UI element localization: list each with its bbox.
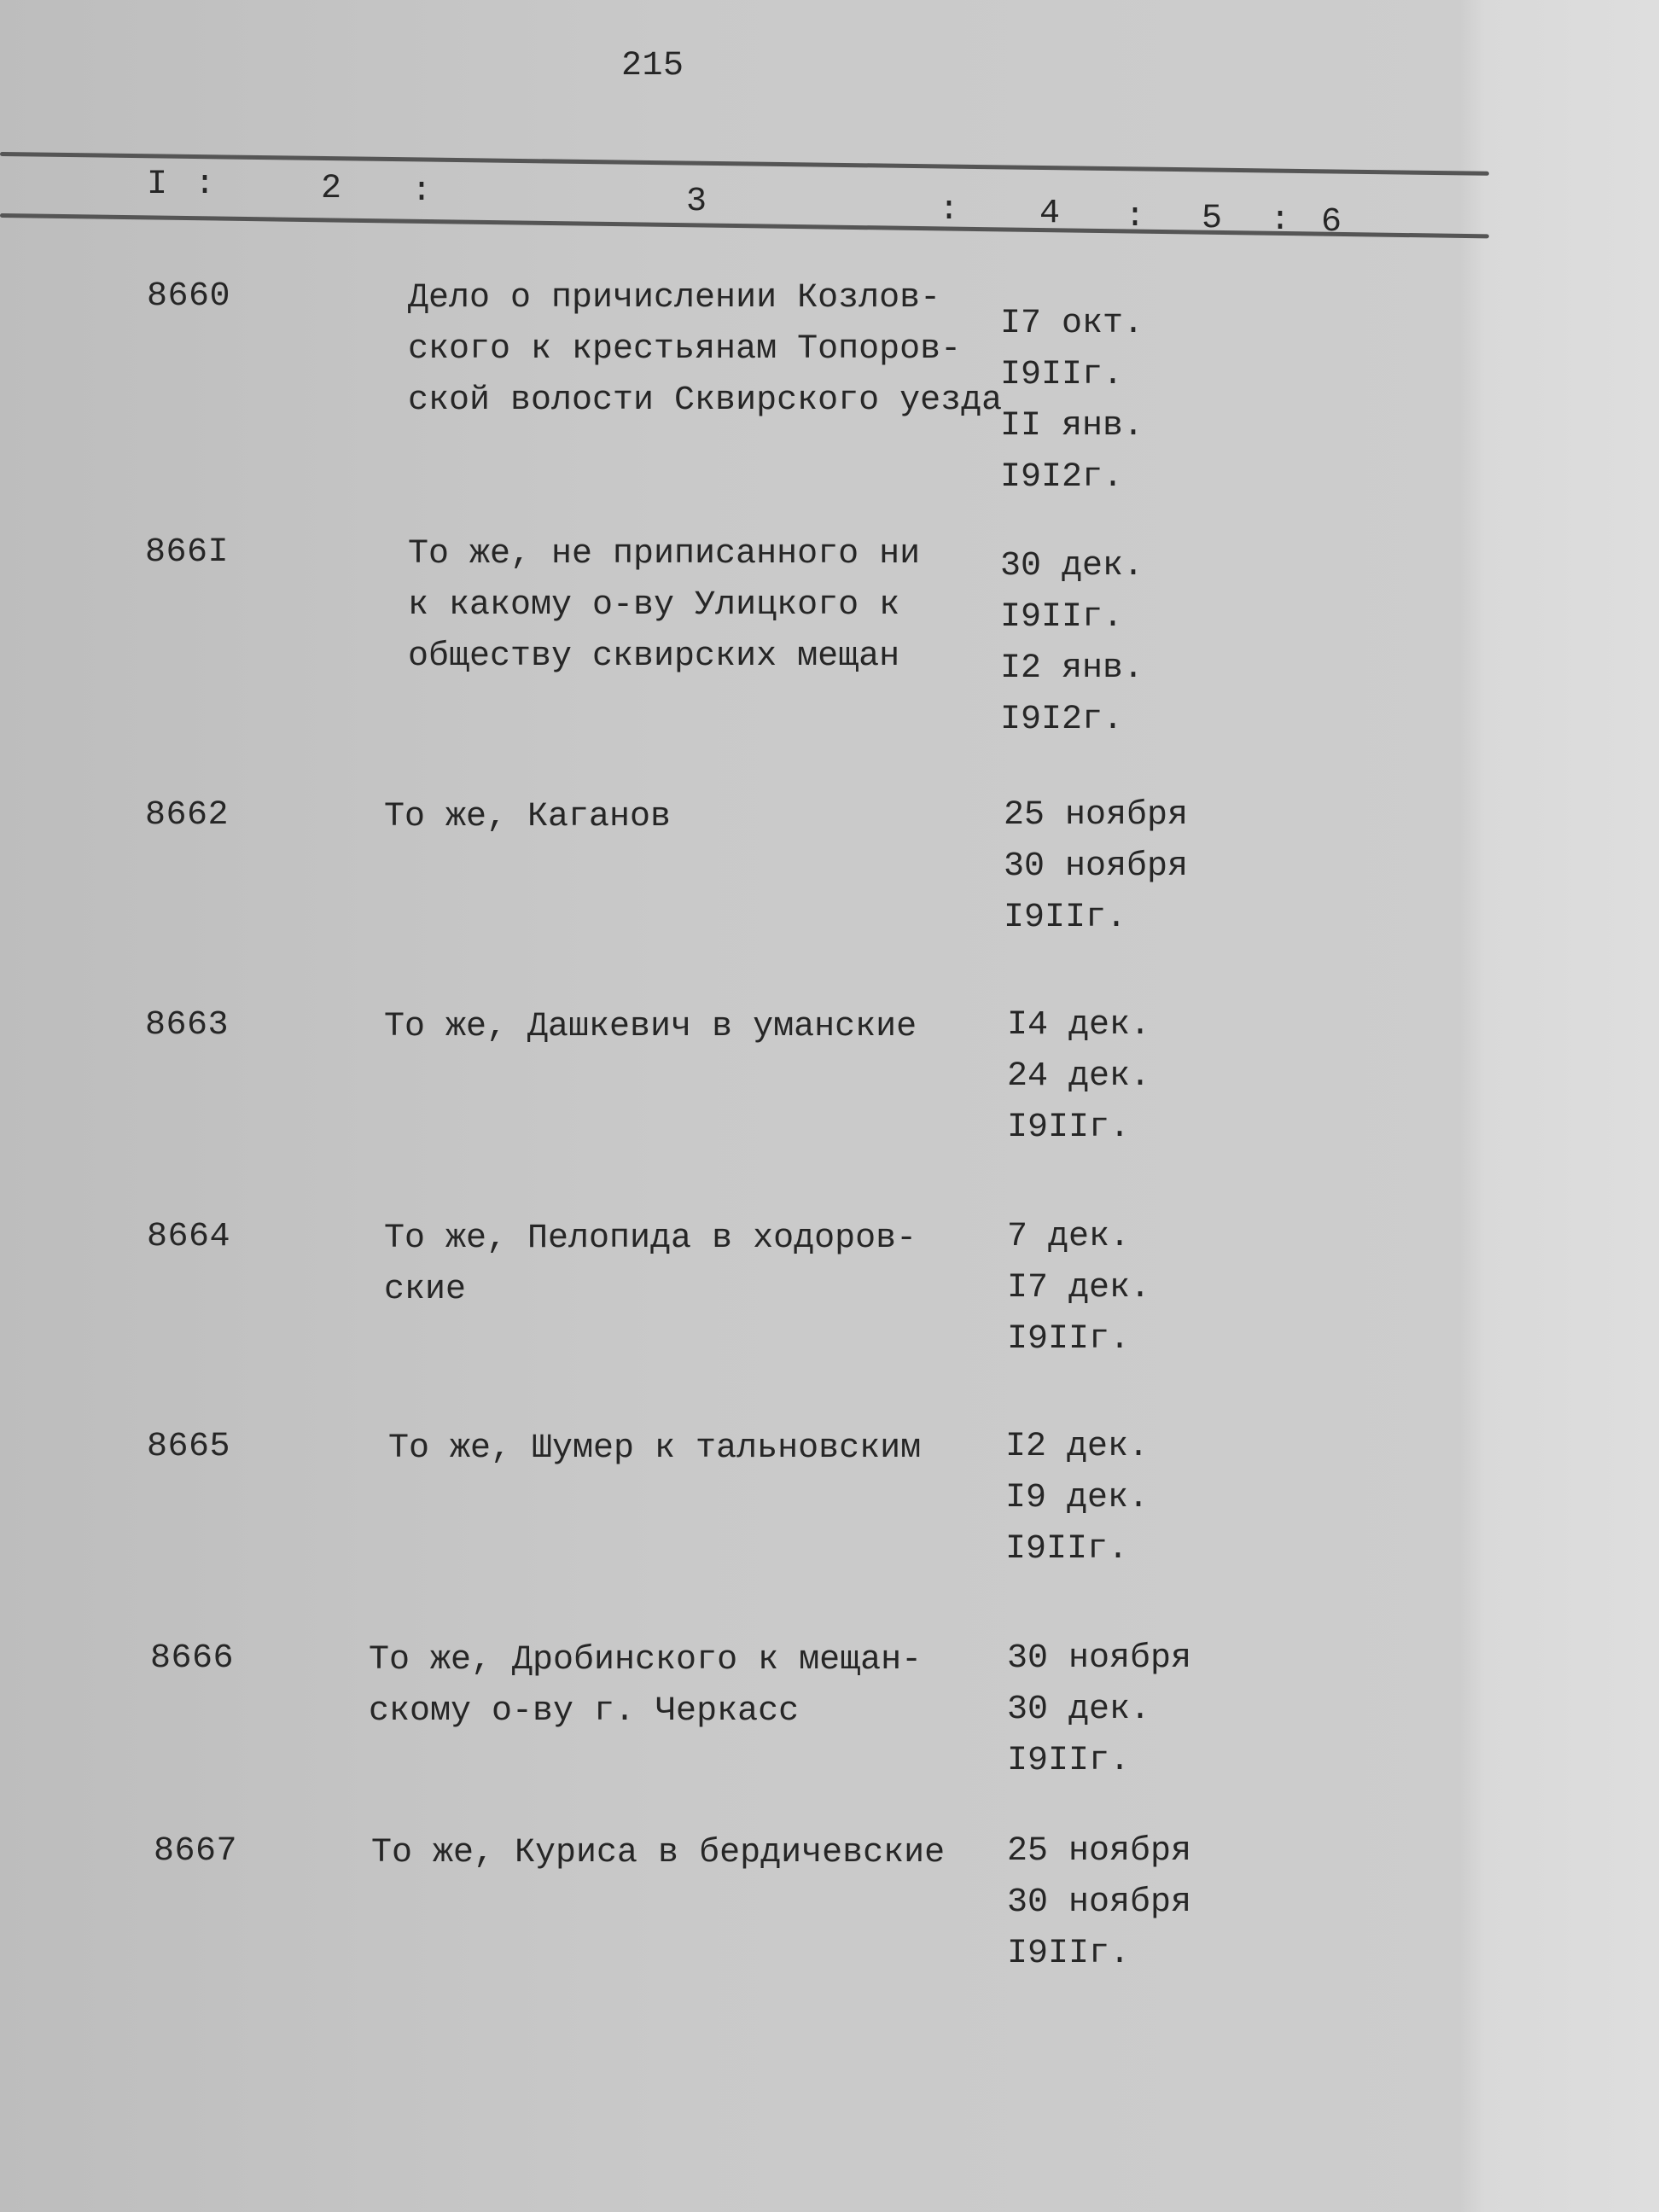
- description-line: обществу сквирских мещан: [408, 637, 900, 676]
- entry-description: [408, 273, 1002, 427]
- column-4: 4: [1039, 195, 1061, 233]
- entry-dates: [1007, 1000, 1150, 1154]
- date-line: I9 дек.: [1005, 1479, 1150, 1517]
- description-line: То же, Пелопида в ходоров-: [384, 1220, 917, 1258]
- date-line: 24 дек.: [1007, 1057, 1151, 1096]
- date-line: I9IIг.: [1007, 1320, 1131, 1359]
- date-line: I9IIг.: [1007, 1935, 1131, 1973]
- date-line: 30 дек.: [1000, 547, 1144, 585]
- separator: :: [411, 172, 433, 211]
- column-1: I: [147, 166, 168, 204]
- date-line: I9IIг.: [1007, 1109, 1131, 1147]
- description-line: ского к крестьянам Топоров-: [408, 330, 962, 369]
- entry-description: [408, 529, 920, 683]
- entry-description: [384, 792, 671, 843]
- entry-number: 8660: [147, 277, 231, 316]
- separator: :: [939, 191, 960, 230]
- description-line: скому о-ву г. Черкасс: [369, 1692, 800, 1731]
- description-line: То же, Дробинского к мещан-: [369, 1641, 923, 1679]
- entry-number: 8663: [145, 1006, 230, 1045]
- column-6: 6: [1321, 203, 1342, 242]
- entry-number: 8665: [147, 1428, 231, 1466]
- separator: :: [1270, 201, 1291, 240]
- entry-dates: [1004, 790, 1188, 944]
- description-line: Дело о причислении Козлов-: [408, 279, 941, 317]
- date-line: I2 янв.: [1000, 649, 1144, 688]
- date-line: I9IIг.: [1005, 1530, 1129, 1569]
- entry-number: 8666: [150, 1639, 235, 1678]
- separator: :: [195, 166, 216, 204]
- description-line: к какому о-ву Улицкого к: [408, 586, 900, 625]
- date-line: I9I2г.: [1000, 458, 1124, 497]
- entry-dates: [1000, 299, 1144, 504]
- entry-number: 8662: [145, 796, 230, 835]
- entry-number: 866I: [145, 533, 230, 572]
- description-line: То же, не приписанного ни: [408, 535, 921, 573]
- entry-dates: [1007, 1633, 1191, 1787]
- column-2: 2: [321, 170, 342, 208]
- date-line: I9IIг.: [1000, 356, 1124, 394]
- entry-dates: [1007, 1826, 1191, 1980]
- date-line: II янв.: [1000, 407, 1144, 445]
- column-3: 3: [686, 183, 707, 221]
- date-line: I2 дек.: [1005, 1428, 1150, 1466]
- entry-dates: [1005, 1422, 1149, 1575]
- entry-description: [371, 1828, 945, 1879]
- date-line: 30 ноября: [1004, 847, 1189, 886]
- date-line: I7 дек.: [1007, 1269, 1151, 1307]
- description-line: То же, Дашкевич в уманские: [384, 1008, 917, 1046]
- date-line: I9IIг.: [1004, 899, 1127, 937]
- date-line: I7 окт.: [1000, 305, 1144, 343]
- date-line: 25 ноября: [1007, 1832, 1192, 1871]
- header-top-rule: [0, 152, 1489, 176]
- entry-number: 8664: [147, 1218, 231, 1256]
- date-line: 30 ноября: [1007, 1639, 1192, 1678]
- entry-dates: [1007, 1212, 1150, 1365]
- date-line: 25 ноября: [1004, 796, 1189, 835]
- separator: :: [1125, 198, 1146, 236]
- entry-description: [369, 1635, 922, 1738]
- date-line: 7 дек.: [1007, 1218, 1131, 1256]
- column-5: 5: [1202, 200, 1223, 238]
- date-line: 30 дек.: [1007, 1691, 1151, 1729]
- description-line: То же, Куриса в бердичевские: [371, 1834, 946, 1872]
- description-line: То же, Каганов: [384, 798, 672, 836]
- header-bottom-rule: [0, 213, 1489, 238]
- date-line: I9IIг.: [1000, 598, 1124, 637]
- entry-number: 8667: [154, 1832, 238, 1871]
- page-number: 215: [621, 47, 684, 85]
- date-line: I4 дек.: [1007, 1006, 1151, 1045]
- entry-dates: [1000, 541, 1144, 746]
- date-line: I9I2г.: [1000, 701, 1124, 739]
- date-line: I9IIг.: [1007, 1742, 1131, 1780]
- description-line: ские: [384, 1271, 467, 1309]
- entry-description: [384, 1214, 917, 1316]
- description-line: ской волости Сквирского уезда: [408, 381, 1003, 420]
- entry-description: [384, 1002, 917, 1053]
- entry-description: [388, 1423, 921, 1475]
- date-line: 30 ноября: [1007, 1883, 1192, 1922]
- description-line: То же, Шумер к тальновским: [388, 1429, 922, 1468]
